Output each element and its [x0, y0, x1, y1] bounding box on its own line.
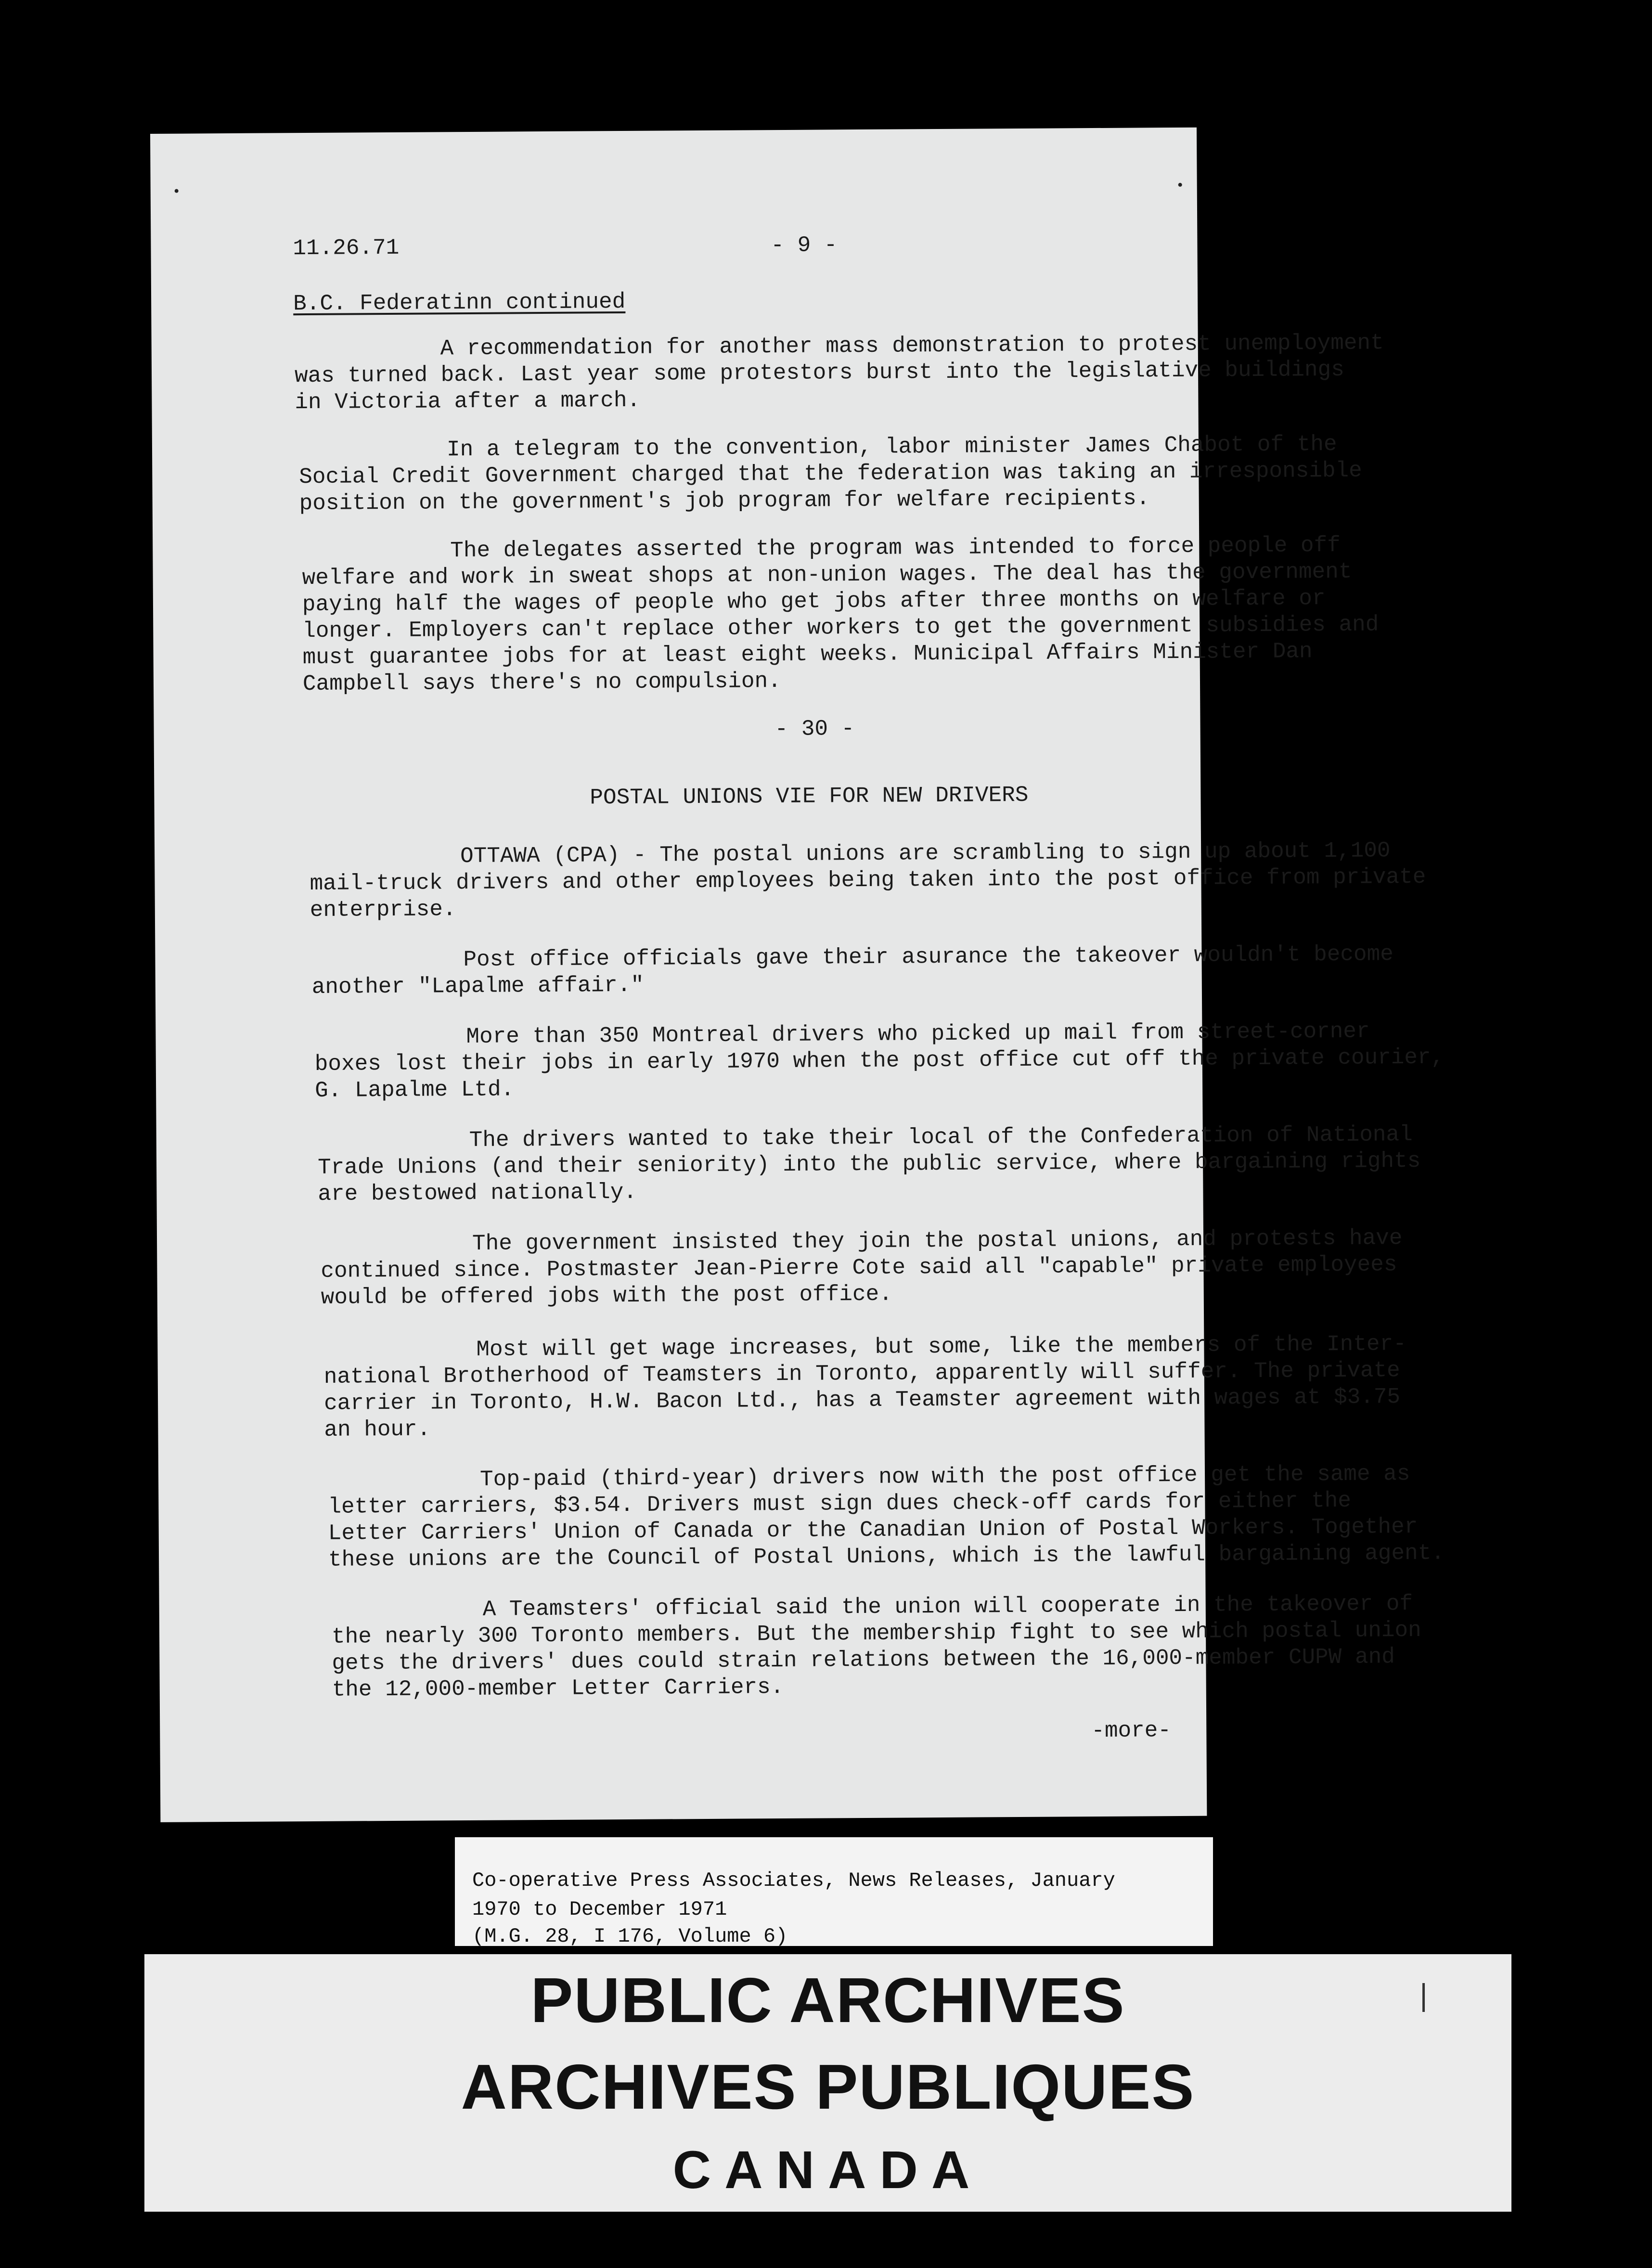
banner-line-country: CANADA — [672, 2140, 983, 2200]
label-line: (M.G. 28, I 176, Volume 6) — [472, 1925, 788, 1948]
para10-line1: Top-paid (third-year) drivers now with the post office get the same as — [479, 1461, 1410, 1492]
para5-line1: Post office officials gave their asurance the takeover wouldn't become — [463, 941, 1394, 973]
para2-line1: In a telegram to the convention, labor minister James Chabot of the — [446, 431, 1337, 463]
para3-line6: Campbell says there's no compulsion. — [302, 669, 781, 697]
punch-mark — [1178, 183, 1182, 187]
para9-line3: carrier in Toronto, H.W. Bacon Ltd., has a Teamster agreement with wages at $3.75 — [323, 1384, 1401, 1416]
more-marker: -more- — [1091, 1718, 1172, 1744]
archive-label-card — [455, 1837, 1213, 1946]
para1-line1: A recommendation for another mass demonstration to protest unemployment — [440, 330, 1384, 361]
para5-line2: another "Lapalme affair." — [311, 972, 645, 1000]
para7-line3: are bestowed nationally. — [318, 1179, 637, 1207]
para8-line2: continued since. Postmaster Jean-Pierre Cote said all "capable" private employees — [321, 1252, 1397, 1284]
para9-line4: an hour. — [324, 1417, 431, 1443]
para8-line1: The government insisted they join the postal unions, and protests have — [472, 1225, 1403, 1256]
para1-line2: was turned back. Last year some protestors burst into the legislative buildings — [294, 357, 1344, 389]
para10-line4: these unions are the Council of Postal Unions, which is the lawful bargaining agent. — [328, 1540, 1445, 1572]
punch-mark — [175, 189, 179, 193]
para3-line4: longer. Employers can't replace other workers to get the government subsidies and — [302, 612, 1379, 644]
para3-line1: The delegates asserted the program was intended to force people off — [450, 532, 1341, 564]
end-mark: - 30 - — [774, 716, 855, 742]
para10-line2: letter carriers, $3.54. Drivers must sign dues check-off cards for either the — [328, 1488, 1352, 1520]
para1-line3: in Victoria after a march. — [295, 387, 641, 415]
label-line: Co-operative Press Associates, News Releases, January — [472, 1869, 1115, 1892]
archives-banner — [144, 1954, 1511, 2212]
para6-line3: G. Lapalme Ltd. — [314, 1077, 515, 1103]
para4-line2: mail-truck drivers and other employees being taken into the post office from private — [310, 864, 1426, 897]
para8-line3: would be offered jobs with the post office. — [321, 1281, 892, 1310]
para2-line2: Social Credit Government charged that the federation was taking an irresponsible — [299, 458, 1362, 490]
para3-line2: welfare and work in sweat shops at non-union wages. The deal has the government — [302, 559, 1352, 591]
headline: POSTAL UNIONS VIE FOR NEW DRIVERS — [590, 782, 1029, 811]
para6-line1: More than 350 Montreal drivers who picked up mail from street-corner — [466, 1018, 1370, 1050]
para4-line1: OTTAWA (CPA) - The postal unions are scrambling to sign up about 1,100 — [460, 838, 1391, 869]
para11-line3: gets the drivers' dues could strain relations between the 16,000-member CUPW and — [332, 1644, 1395, 1676]
para11-line2: the nearly 300 Toronto members. But the membership fight to see which postal union — [331, 1617, 1421, 1649]
page-number: - 9 - — [771, 232, 838, 258]
para9-line2: national Brotherhood of Teamsters in Toronto, apparently will suffer. The private — [323, 1358, 1400, 1390]
para6-line2: boxes lost their jobs in early 1970 when the post office cut off the private courier, — [314, 1044, 1445, 1077]
para7-line1: The drivers wanted to take their local of the Confederation of National — [469, 1122, 1413, 1153]
banner-line-english: PUBLIC ARCHIVES — [530, 1965, 1125, 2036]
banner-line-french: ARCHIVES PUBLIQUES — [461, 2051, 1195, 2122]
para3-line5: must guarantee jobs for at least eight weeks. Municipal Affairs Minister Dan — [302, 639, 1313, 670]
para11-line1: A Teamsters' official said the union will cooperate in the takeover of — [482, 1591, 1413, 1622]
para3-line3: paying half the wages of people who get jobs after three months on welfare or — [302, 586, 1326, 618]
para4-line3: enterprise. — [310, 897, 456, 923]
para11-line4: the 12,000-member Letter Carriers. — [332, 1675, 784, 1702]
section-heading: B.C. Federatinn continued — [293, 289, 626, 317]
para7-line2: Trade Unions (and their seniority) into the public service, where bargaining rights — [317, 1148, 1421, 1180]
para9-line1: Most will get wage increases, but some, like the members of the Inter- — [476, 1331, 1407, 1362]
document-page — [150, 128, 1445, 1822]
label-line: 1970 to December 1971 — [472, 1898, 727, 1921]
para2-line3: position on the government's job program for welfare recipients. — [299, 486, 1150, 516]
para10-line3: Letter Carriers' Union of Canada or the Canadian Union of Postal Workers. Together — [328, 1514, 1418, 1546]
document-date: 11.26.71 — [293, 235, 400, 261]
